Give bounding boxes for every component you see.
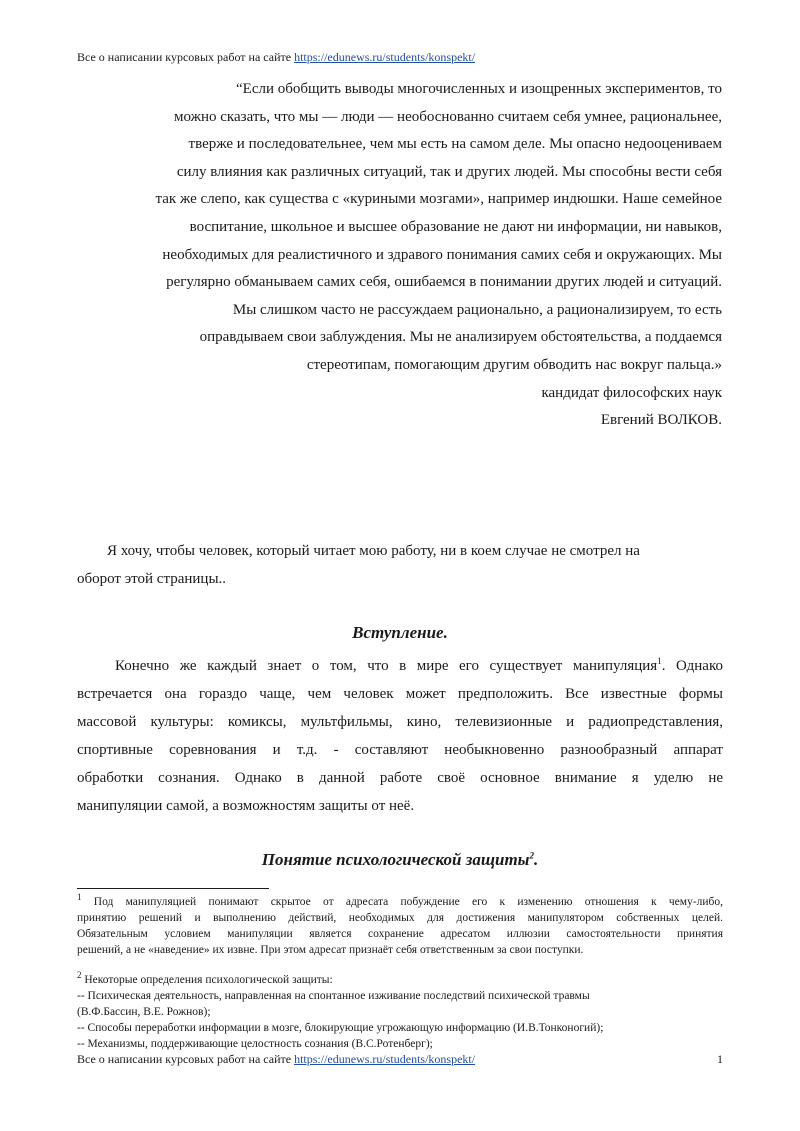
intro-line: спортивные соревнования и т.д. - составляют необыкновенно разнообразный аппарат — [77, 742, 723, 758]
intro-line: обработки сознания. Однако в данной работе своё основное внимание я уделю не — [77, 770, 723, 786]
footnote-2-line: -- Способы переработки информации в мозге, блокирующие угрожающую информацию (И.В.Тонконогий); — [77, 1022, 604, 1034]
dedication-line: Я хочу, чтобы человек, который читает мою работу, ни в коем случае не смотрел на — [107, 543, 640, 559]
footnote-ref-1[interactable]: 1 — [657, 656, 662, 666]
epigraph-line: “Если обобщить выводы многочисленных и изощренных экспериментов, то — [236, 81, 722, 97]
section-heading-text: Понятие психологической защиты — [261, 850, 530, 869]
footnote-1-first-text: Под манипуляцией понимают скрытое от адресата побуждение его к изменению отношения к чему-либо, — [93, 896, 724, 908]
footnote-2-line: (В.Ф.Бассин, В.Е. Рожнов); — [77, 1006, 211, 1018]
header-link[interactable]: https://edunews.ru/students/konspekt/ — [294, 50, 476, 64]
dedication-line: оборот этой страницы.. — [77, 570, 227, 587]
footnote-2-line — [77, 972, 723, 988]
footer-text: Все о написании курсовых работ на сайте — [77, 1052, 295, 1066]
epigraph-line: можно сказать, что мы — люди — необоснованно считаем себя умнее, рациональнее, — [174, 108, 722, 125]
footer-link[interactable]: https://edunews.ru/students/konspekt/ — [294, 1052, 476, 1066]
epigraph — [112, 76, 722, 435]
epigraph-author-name: Евгений ВОЛКОВ. — [600, 412, 722, 429]
footnote-2-first-text: Некоторые определения психологической защиты: — [84, 974, 333, 986]
footnote-2-line: -- Механизмы, поддерживающие целостность сознания (В.С.Ротенберг); — [77, 1038, 433, 1050]
footnote-1-line: принятию решений и выполнению действий, необходимых для достижения манипулятором собственных целей. — [77, 912, 723, 924]
epigraph-line: воспитание, школьное и высшее образование не дают ни информации, ни навыков, — [189, 218, 722, 235]
epigraph-line: оправдываем свои заблуждения. Мы не анализируем обстоятельства, а поддаемся — [199, 329, 722, 346]
intro-line: встречается она гораздо чаще, чем человек может предположить. Все известные формы — [77, 686, 723, 702]
footnote-2-number: 2 — [77, 970, 82, 981]
page-footer — [77, 1052, 723, 1067]
footnote-separator — [77, 888, 269, 889]
intro-paragraph — [77, 652, 723, 820]
intro-line: манипуляции самой, а возможностям защиты от неё. — [77, 798, 415, 814]
footnote-2-line: -- Психическая деятельность, направленная на спонтанное изживание последствий психической травмы — [77, 990, 590, 1002]
intro-line: массовой культуры: комиксы, мультфильмы, кино, телевизионные и радиопредставления, — [77, 714, 723, 730]
section-heading-end: . — [533, 850, 539, 869]
intro-first-line-text: Конечно же каждый знает о том, что в мире его существует манипуляция — [115, 658, 658, 674]
footnote-1-line — [77, 894, 723, 910]
epigraph-line: силу влияния как различных ситуаций, так и других людей. Мы способны вести себя — [176, 163, 722, 180]
epigraph-line: необходимых для реалистичного и здравого понимания самих себя и окружающих. Мы — [162, 246, 722, 263]
epigraph-line: Мы слишком часто не рассуждаем рационально, а рационализируем, то есть — [232, 301, 722, 318]
footnote-1-line: решений, а не «наведение» их извне. При этом адресат признаёт себя ответственным за свои поступки. — [77, 944, 584, 956]
epigraph-line: стереотипам, помогающим другим обводить нас вокруг пальца.» — [306, 356, 722, 373]
footnote-1-number: 1 — [77, 892, 82, 903]
section-heading — [0, 850, 800, 870]
page-number: 1 — [717, 1052, 723, 1066]
page-header — [77, 50, 475, 65]
footnote-1-line: Обязательным условием манипуляции является сохранение адресатом иллюзии самостоятельности принятия — [77, 928, 723, 940]
intro-first-line-tail: . Однако — [661, 658, 723, 674]
footnote-2 — [77, 972, 723, 1052]
intro-heading: Вступление. — [352, 623, 448, 642]
intro-line — [77, 652, 723, 680]
footnote-ref-2[interactable]: 2 — [529, 850, 534, 861]
header-text: Все о написании курсовых работ на сайте — [77, 50, 295, 64]
footnote-1 — [77, 894, 723, 958]
epigraph-line: регулярно обманываем самих себя, ошибаемся в понимании других людей и ситуаций. — [166, 274, 722, 291]
epigraph-author-title: кандидат философских наук — [541, 384, 722, 401]
dedication-paragraph — [77, 538, 723, 593]
epigraph-line: тверже и последовательнее, чем мы есть на самом деле. Мы опасно недооцениваем — [188, 136, 722, 153]
epigraph-line: так же слепо, как существа с «куриными мозгами», например индюшки. Наше семейное — [155, 191, 722, 208]
